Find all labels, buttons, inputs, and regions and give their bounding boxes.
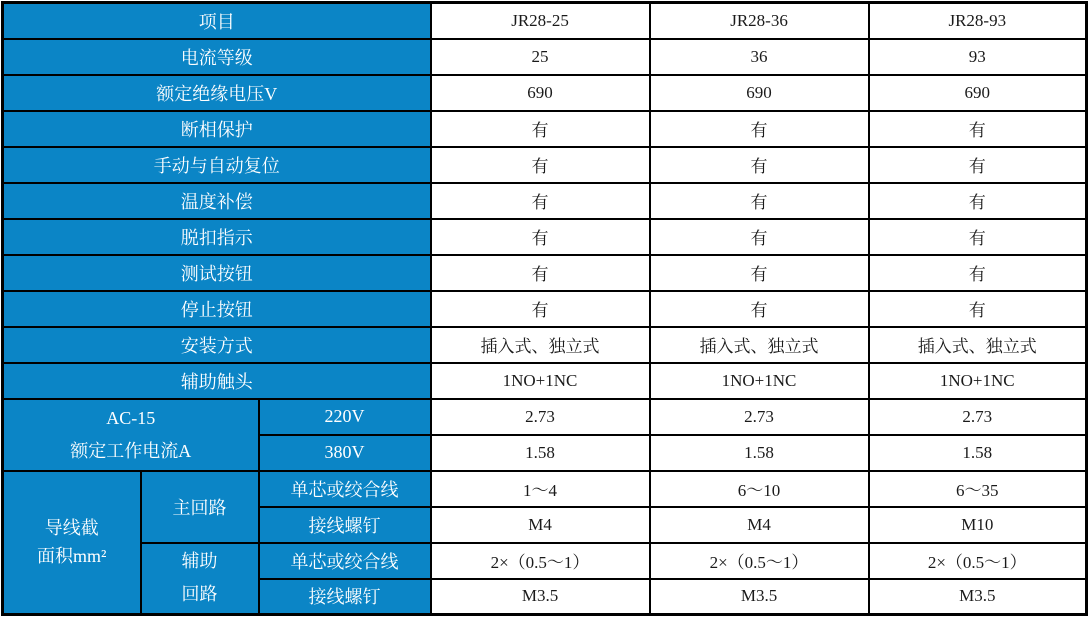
table-row-stop-button — [3, 291, 1087, 327]
row-label: 测试按钮 — [3, 255, 431, 291]
cell-value: 有 — [869, 147, 1087, 183]
table-row-current-rating — [3, 39, 1087, 75]
cell-value: 有 — [869, 291, 1087, 327]
model-header-jr28-36: JR28-36 — [650, 3, 869, 39]
cell-value: 有 — [650, 255, 869, 291]
voltage-220v-cell: 220V — [259, 399, 431, 435]
row-label: 辅助触头 — [3, 363, 431, 399]
cell-value: 有 — [869, 219, 1087, 255]
table-row-test-button — [3, 255, 1087, 291]
header-item-cell: 项目 — [3, 3, 431, 39]
voltage-380v-cell: 380V — [259, 435, 431, 471]
table-row-temperature-compensation — [3, 183, 1087, 219]
cell-value: 有 — [869, 183, 1087, 219]
cell-value: 插入式、独立式 — [431, 327, 650, 363]
row-label: 断相保护 — [3, 111, 431, 147]
cell-value: 插入式、独立式 — [869, 327, 1087, 363]
cell-value: 2×（0.5～1） — [431, 543, 650, 579]
wire-type-cell: 单芯或绞合线 — [259, 543, 431, 579]
row-label: 手动与自动复位 — [3, 147, 431, 183]
cell-value: 36 — [650, 39, 869, 75]
cell-value: 690 — [650, 75, 869, 111]
table-row-ac15-220v — [3, 399, 1087, 435]
aux-circuit-line1: 辅助 — [181, 551, 218, 572]
cell-value: 1～4 — [431, 471, 650, 507]
cell-value: M10 — [869, 507, 1087, 543]
cell-value: M4 — [650, 507, 869, 543]
model-header-jr28-93: JR28-93 — [869, 3, 1087, 39]
row-label: 电流等级 — [3, 39, 431, 75]
row-label: 停止按钮 — [3, 291, 431, 327]
cell-value: 有 — [431, 219, 650, 255]
cell-value: M3.5 — [650, 579, 869, 615]
row-label: 脱扣指示 — [3, 219, 431, 255]
table-row-insulation-voltage — [3, 75, 1087, 111]
table-row-mounting-type — [3, 327, 1087, 363]
cell-value: 有 — [650, 219, 869, 255]
row-label: 额定绝缘电压V — [3, 75, 431, 111]
cell-value: 2×（0.5～1） — [869, 543, 1087, 579]
model-header-jr28-25: JR28-25 — [431, 3, 650, 39]
cell-value: M3.5 — [431, 579, 650, 615]
table-row-main-wire — [3, 471, 1087, 507]
wire-area-label-cell — [3, 471, 141, 615]
cell-value: M4 — [431, 507, 650, 543]
cell-value: 有 — [431, 183, 650, 219]
spec-table — [1, 1, 1088, 616]
cell-value: 有 — [650, 147, 869, 183]
screw-type-cell: 接线螺钉 — [259, 579, 431, 615]
table-row-aux-wire — [3, 543, 1087, 579]
ac15-label-line2: 额定工作电流A — [70, 440, 192, 461]
cell-value: 1NO+1NC — [431, 363, 650, 399]
table-row-auxiliary-contacts — [3, 363, 1087, 399]
main-circuit-cell: 主回路 — [141, 471, 259, 543]
ac15-label-cell — [3, 399, 259, 471]
aux-circuit-cell — [141, 543, 259, 615]
cell-value: 93 — [869, 39, 1087, 75]
cell-value: 1.58 — [650, 435, 869, 471]
cell-value: 2×（0.5～1） — [650, 543, 869, 579]
cell-value: M3.5 — [869, 579, 1087, 615]
screw-type-cell: 接线螺钉 — [259, 507, 431, 543]
wire-type-cell: 单芯或绞合线 — [259, 471, 431, 507]
cell-value: 2.73 — [869, 399, 1087, 435]
cell-value: 有 — [650, 183, 869, 219]
cell-value: 25 — [431, 39, 650, 75]
cell-value: 6～35 — [869, 471, 1087, 507]
header-row — [3, 3, 1087, 39]
cell-value: 插入式、独立式 — [650, 327, 869, 363]
cell-value: 有 — [431, 147, 650, 183]
table-row-trip-indicator — [3, 219, 1087, 255]
cell-value: 6～10 — [650, 471, 869, 507]
cell-value: 有 — [431, 255, 650, 291]
cell-value: 有 — [431, 291, 650, 327]
wire-area-label-line1: 导线截 — [44, 518, 99, 539]
table-row-manual-auto-reset — [3, 147, 1087, 183]
cell-value: 有 — [869, 111, 1087, 147]
cell-value: 2.73 — [431, 399, 650, 435]
cell-value: 2.73 — [650, 399, 869, 435]
table-row-phase-failure-protection — [3, 111, 1087, 147]
cell-value: 有 — [869, 255, 1087, 291]
cell-value: 690 — [431, 75, 650, 111]
cell-value: 1NO+1NC — [650, 363, 869, 399]
row-label: 温度补偿 — [3, 183, 431, 219]
ac15-label-line1: AC-15 — [106, 407, 156, 428]
cell-value: 有 — [431, 111, 650, 147]
row-label: 安装方式 — [3, 327, 431, 363]
wire-area-label-line2: 面积mm² — [37, 546, 107, 567]
cell-value: 690 — [869, 75, 1087, 111]
cell-value: 有 — [650, 291, 869, 327]
cell-value: 1.58 — [869, 435, 1087, 471]
aux-circuit-line2: 回路 — [181, 584, 218, 605]
cell-value: 有 — [650, 111, 869, 147]
cell-value: 1.58 — [431, 435, 650, 471]
cell-value: 1NO+1NC — [869, 363, 1087, 399]
